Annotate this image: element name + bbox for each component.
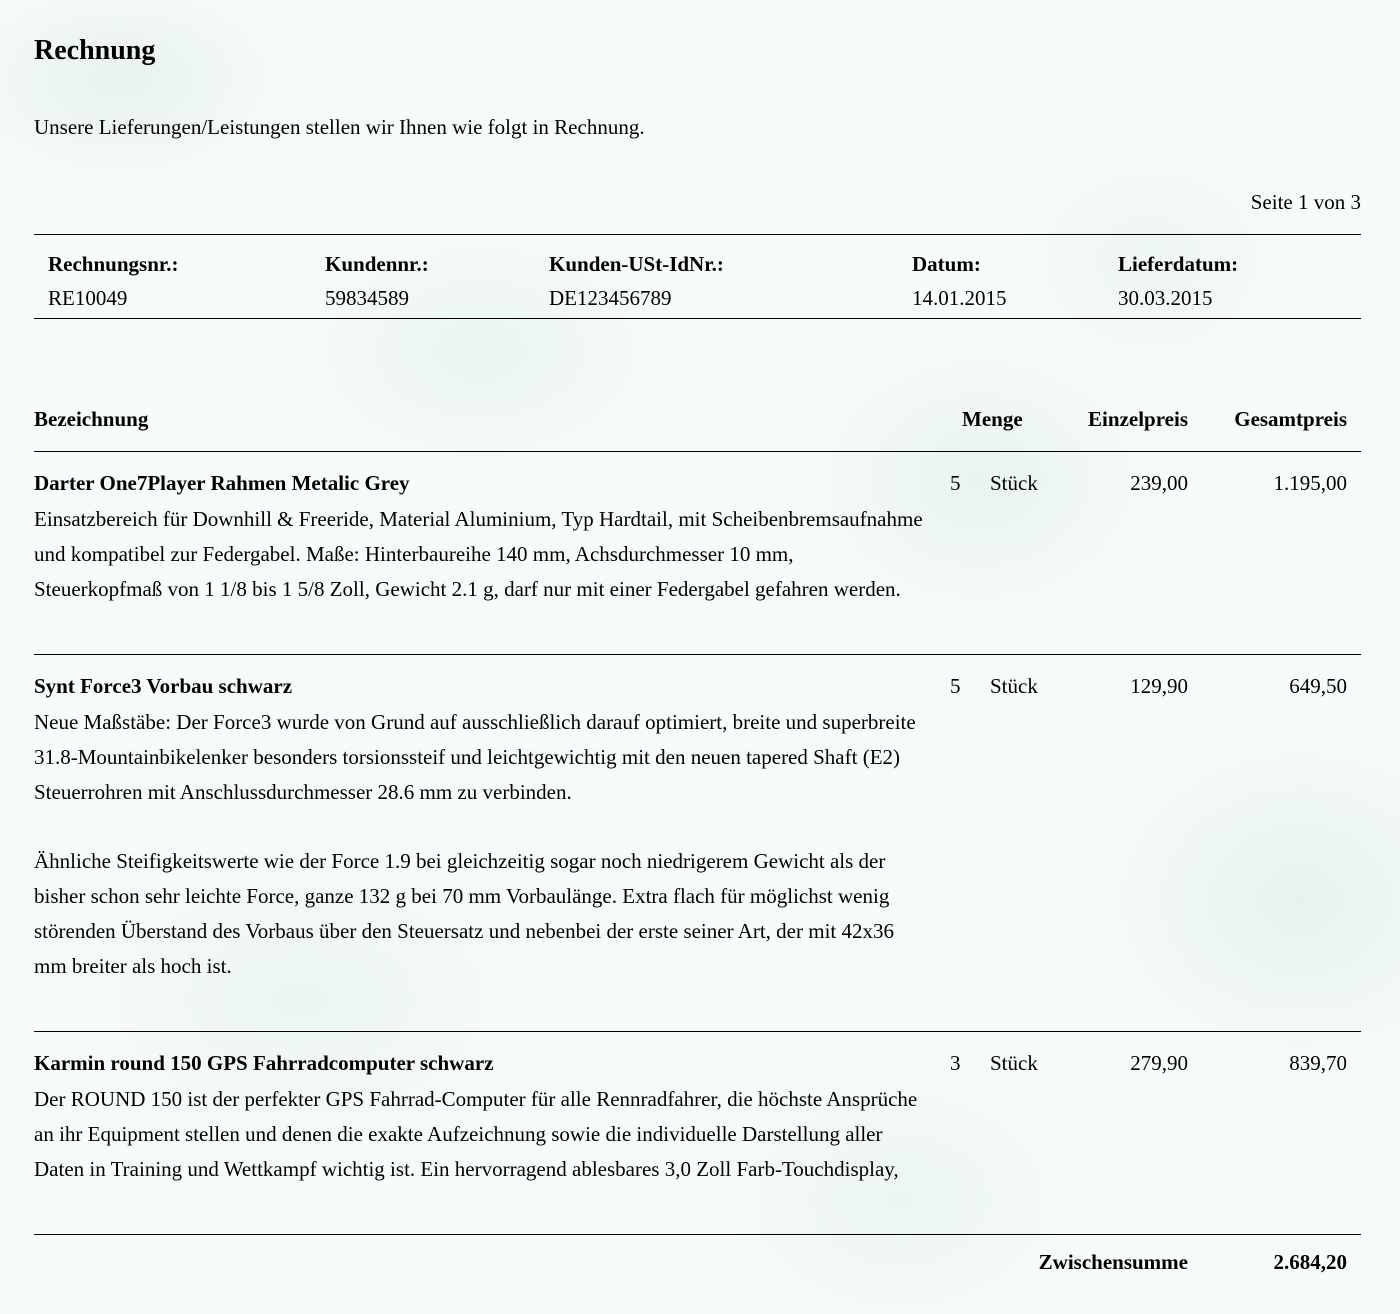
item-description [34,705,924,983]
table-row [34,452,1361,655]
item-unit-price: 239,00 [1130,471,1188,495]
meta-label: Kunden-USt-IdNr.: [549,252,724,276]
intro-text: Unsere Lieferungen/Leistungen stellen wir Ihnen wie folgt in Rechnung. [34,115,645,139]
item-total-price: 1.195,00 [1273,471,1347,495]
meta-value: RE10049 [48,286,128,310]
item-description [34,1082,924,1186]
item-quantity: 5 [950,674,961,698]
meta-value: 14.01.2015 [912,286,1007,310]
item-description [34,502,924,606]
item-description-paragraph: Ähnliche Steifigkeitswerte wie der Force 1.9 bei gleichzeitig sogar noch niedrigerem Gewicht als der bisher schon sehr leichte Force, ganze 132 g bei 70 mm Vorbaulänge. Extra flach für möglichst wenig störenden Überstand des Vorbaus über den Steuersatz und nebenbei der erste seiner Art, der mit 42x36 mm breiter als hoch ist. [34,849,894,978]
meta-value: 59834589 [325,286,409,310]
subtotal-value: 2.684,20 [1273,1250,1347,1274]
meta-label: Kundennr.: [325,252,429,276]
header-quantity: Menge [962,407,1023,431]
table-row [34,1032,1361,1235]
meta-value: DE123456789 [549,286,672,310]
item-unit-price: 129,90 [1130,674,1188,698]
invoice-title: Rechnung [34,35,156,66]
item-quantity: 5 [950,471,961,495]
meta-customer-number [325,247,429,315]
header-total-price: Gesamtpreis [1234,407,1347,431]
item-description-paragraph: Der ROUND 150 ist der perfekter GPS Fahrrad-Computer für alle Rennradfahrer, die höchste Ansprüche an ihr Equipment stellen und denen die exakte Aufzeichnung sowie die individuelle Darstellung aller Daten in Training und Wettkampf wichtig ist. Ein hervorragend ablesbares 3,0 Zoll Farb-Touchdisplay, [34,1087,918,1181]
items-table-header [34,396,1361,452]
item-quantity: 3 [950,1051,961,1075]
meta-label: Lieferdatum: [1118,252,1239,276]
header-description: Bezeichnung [34,407,149,431]
item-unit: Stück [990,1051,1038,1075]
invoice-meta [34,234,1361,319]
meta-label: Datum: [912,252,981,276]
item-unit: Stück [990,471,1038,495]
meta-value: 30.03.2015 [1118,286,1213,310]
item-unit-price: 279,90 [1130,1051,1188,1075]
header-unit-price: Einzelpreis [1088,407,1188,431]
item-description-paragraph: Einsatzbereich für Downhill & Freeride, Material Aluminium, Typ Hardtail, mit Scheibenbremsaufnahme und kompatibel zur Federgabel. Maße: Hinterbaureihe 140 mm, Achsdurchmesser 10 mm, Steuerkopfmaß von 1 1/8 bis 1 5/8 Zoll, Gewicht 2.1 g, darf nur mit einer Federgabel gefahren werden. [34,507,923,601]
item-name: Karmin round 150 GPS Fahrradcomputer schwarz [34,1051,494,1075]
item-unit: Stück [990,674,1038,698]
meta-vat-id [549,247,724,315]
item-name: Darter One7Player Rahmen Metalic Grey [34,471,410,495]
page-indicator: Seite 1 von 3 [1250,190,1361,214]
item-total-price: 839,70 [1289,1051,1347,1075]
meta-date [912,247,1007,315]
meta-delivery-date [1118,247,1238,315]
item-name: Synt Force3 Vorbau schwarz [34,674,293,698]
item-description-paragraph: Neue Maßstäbe: Der Force3 wurde von Grund auf ausschließlich darauf optimiert, breite und superbreite 31.8-Mountainbikelenker besonders torsionssteif und leichtgewichtig mit den neuen tapered Shaft (E2) Steuerrohren mit Anschlussdurchmesser 28.6 mm zu verbinden. [34,710,916,804]
table-row [34,655,1361,1032]
item-total-price: 649,50 [1289,674,1347,698]
subtotal-label: Zwischensumme [1038,1250,1188,1274]
meta-invoice-number [48,247,179,315]
meta-label: Rechnungsnr.: [48,252,179,276]
